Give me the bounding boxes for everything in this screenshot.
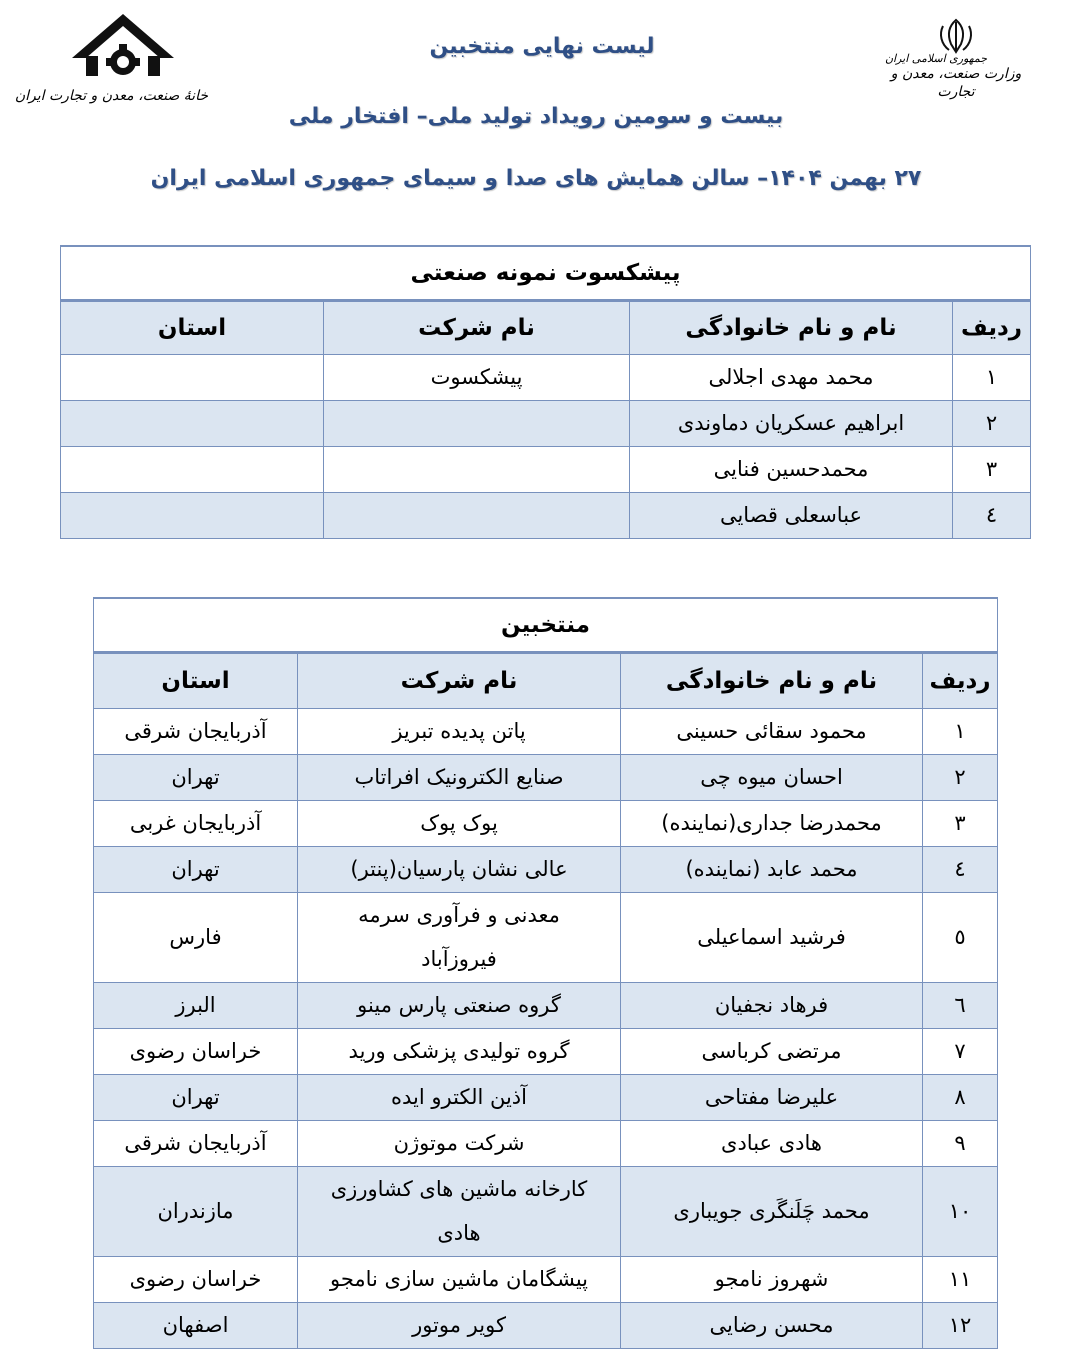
table-title: منتخبین: [94, 598, 998, 652]
row-number: ٤: [953, 492, 1031, 538]
table-row: [61, 492, 1031, 538]
person-name: فرهاد نجفیان: [621, 982, 923, 1028]
column-header-row: ردیف: [923, 652, 998, 708]
table-row: [94, 1074, 998, 1120]
table-row: [94, 892, 998, 982]
column-header-company: نام شرکت: [298, 652, 621, 708]
company-name: گروه صنعتی پارس مینو: [298, 982, 621, 1028]
row-number: ٥: [923, 892, 998, 982]
event-date-location: ۲۷ بهمن ۱۴۰۴– سالن همایش های صدا و سیمای جمهوری اسلامی ایران: [150, 166, 922, 191]
row-number: ۲: [953, 400, 1031, 446]
document-title: لیست نهایی منتخبین: [429, 34, 655, 59]
person-name: هادی عبادی: [621, 1120, 923, 1166]
person-name: مرتضی کرباسی: [621, 1028, 923, 1074]
event-title: بیست و سومین رویداد تولید ملی– افتخار ملی: [288, 104, 784, 129]
province: [61, 446, 324, 492]
province: [61, 354, 324, 400]
table-row: [94, 982, 998, 1028]
company-name: معدنی و فرآوری سرمه فیروزآباد: [298, 892, 621, 982]
right-logo-caption-1: جمهوری اسلامی ایران: [884, 52, 988, 65]
table-row: [94, 800, 998, 846]
company-name: شرکت موتوژن: [298, 1120, 621, 1166]
table-row: [94, 1028, 998, 1074]
table-row: [94, 1302, 998, 1348]
person-name: محمدحسین فنایی: [630, 446, 953, 492]
column-header-name: نام و نام خانوادگی: [630, 300, 953, 354]
company-name: کارخانه ماشین های کشاورزی هادی: [298, 1166, 621, 1256]
province: تهران: [94, 846, 298, 892]
row-number: ۱: [953, 354, 1031, 400]
left-logo-caption: خانهٔ صنعت، معدن و تجارت ایران: [14, 88, 208, 104]
row-number: ۱۱: [923, 1256, 998, 1302]
province: [61, 400, 324, 446]
person-name: محسن رضایی: [621, 1302, 923, 1348]
column-header-province: استان: [61, 300, 324, 354]
row-number: ۳: [923, 800, 998, 846]
table-row: [94, 846, 998, 892]
company-name: [324, 492, 630, 538]
company-name: [324, 400, 630, 446]
person-name: عباسعلی قصایی: [630, 492, 953, 538]
row-number: ۹: [923, 1120, 998, 1166]
province: مازندران: [94, 1166, 298, 1256]
province: آذربایجان شرقی: [94, 1120, 298, 1166]
province: اصفهان: [94, 1302, 298, 1348]
table-row: [61, 400, 1031, 446]
table-title: پیشکسوت نمونه صنعتی: [61, 246, 1031, 300]
person-name: محمود سقائی حسینی: [621, 708, 923, 754]
province: فارس: [94, 892, 298, 982]
company-name: عالی نشان پارسیان(پنتر): [298, 846, 621, 892]
row-number: ٦: [923, 982, 998, 1028]
table-row: [61, 354, 1031, 400]
table-row: [94, 754, 998, 800]
table-row: [61, 446, 1031, 492]
company-name: پیشکسوت: [324, 354, 630, 400]
row-number: ۸: [923, 1074, 998, 1120]
province: تهران: [94, 754, 298, 800]
row-number: ۷: [923, 1028, 998, 1074]
province: خراسان رضوی: [94, 1256, 298, 1302]
company-name: پاتن پدیده تبریز: [298, 708, 621, 754]
company-name: صنایع الکترونیک افراتاب: [298, 754, 621, 800]
province: آذربایجان شرقی: [94, 708, 298, 754]
row-number: ۱: [923, 708, 998, 754]
veterans-table: [60, 245, 1031, 539]
row-number: ۱۰: [923, 1166, 998, 1256]
person-name: ابراهیم عسکریان دماوندی: [630, 400, 953, 446]
person-name: احسان میوه چی: [621, 754, 923, 800]
column-header-name: نام و نام خانوادگی: [621, 652, 923, 708]
person-name: محمد چَلَنگَری جویباری: [621, 1166, 923, 1256]
province: خراسان رضوی: [94, 1028, 298, 1074]
province: البرز: [94, 982, 298, 1028]
person-name: محمد عابد (نماینده): [621, 846, 923, 892]
row-number: ۳: [953, 446, 1031, 492]
province: تهران: [94, 1074, 298, 1120]
column-header-row: ردیف: [953, 300, 1031, 354]
row-number: ٤: [923, 846, 998, 892]
table-row: [94, 708, 998, 754]
table-row: [94, 1256, 998, 1302]
row-number: ۱۲: [923, 1302, 998, 1348]
row-number: ۲: [923, 754, 998, 800]
person-name: شهروز نامجو: [621, 1256, 923, 1302]
province: [61, 492, 324, 538]
right-logo-caption-2: وزارت صنعت، معدن و تجارت: [890, 66, 1022, 100]
company-name: پوک پوک: [298, 800, 621, 846]
person-name: محمد مهدی اجلالی: [630, 354, 953, 400]
company-name: گروه تولیدی پزشکی ورید: [298, 1028, 621, 1074]
province: آذربایجان غربی: [94, 800, 298, 846]
person-name: فرشید اسماعیلی: [621, 892, 923, 982]
person-name: محمدرضا جداری(نماینده): [621, 800, 923, 846]
person-name: علیرضا مفتاحی: [621, 1074, 923, 1120]
company-name: پیشگامان ماشین سازی نامجو: [298, 1256, 621, 1302]
company-name: کویر موتور: [298, 1302, 621, 1348]
selected-winners-table: [93, 597, 998, 1349]
column-header-province: استان: [94, 652, 298, 708]
company-name: [324, 446, 630, 492]
table-row: [94, 1120, 998, 1166]
company-name: آذین الکترو ایده: [298, 1074, 621, 1120]
column-header-company: نام شرکت: [324, 300, 630, 354]
table-row: [94, 1166, 998, 1256]
